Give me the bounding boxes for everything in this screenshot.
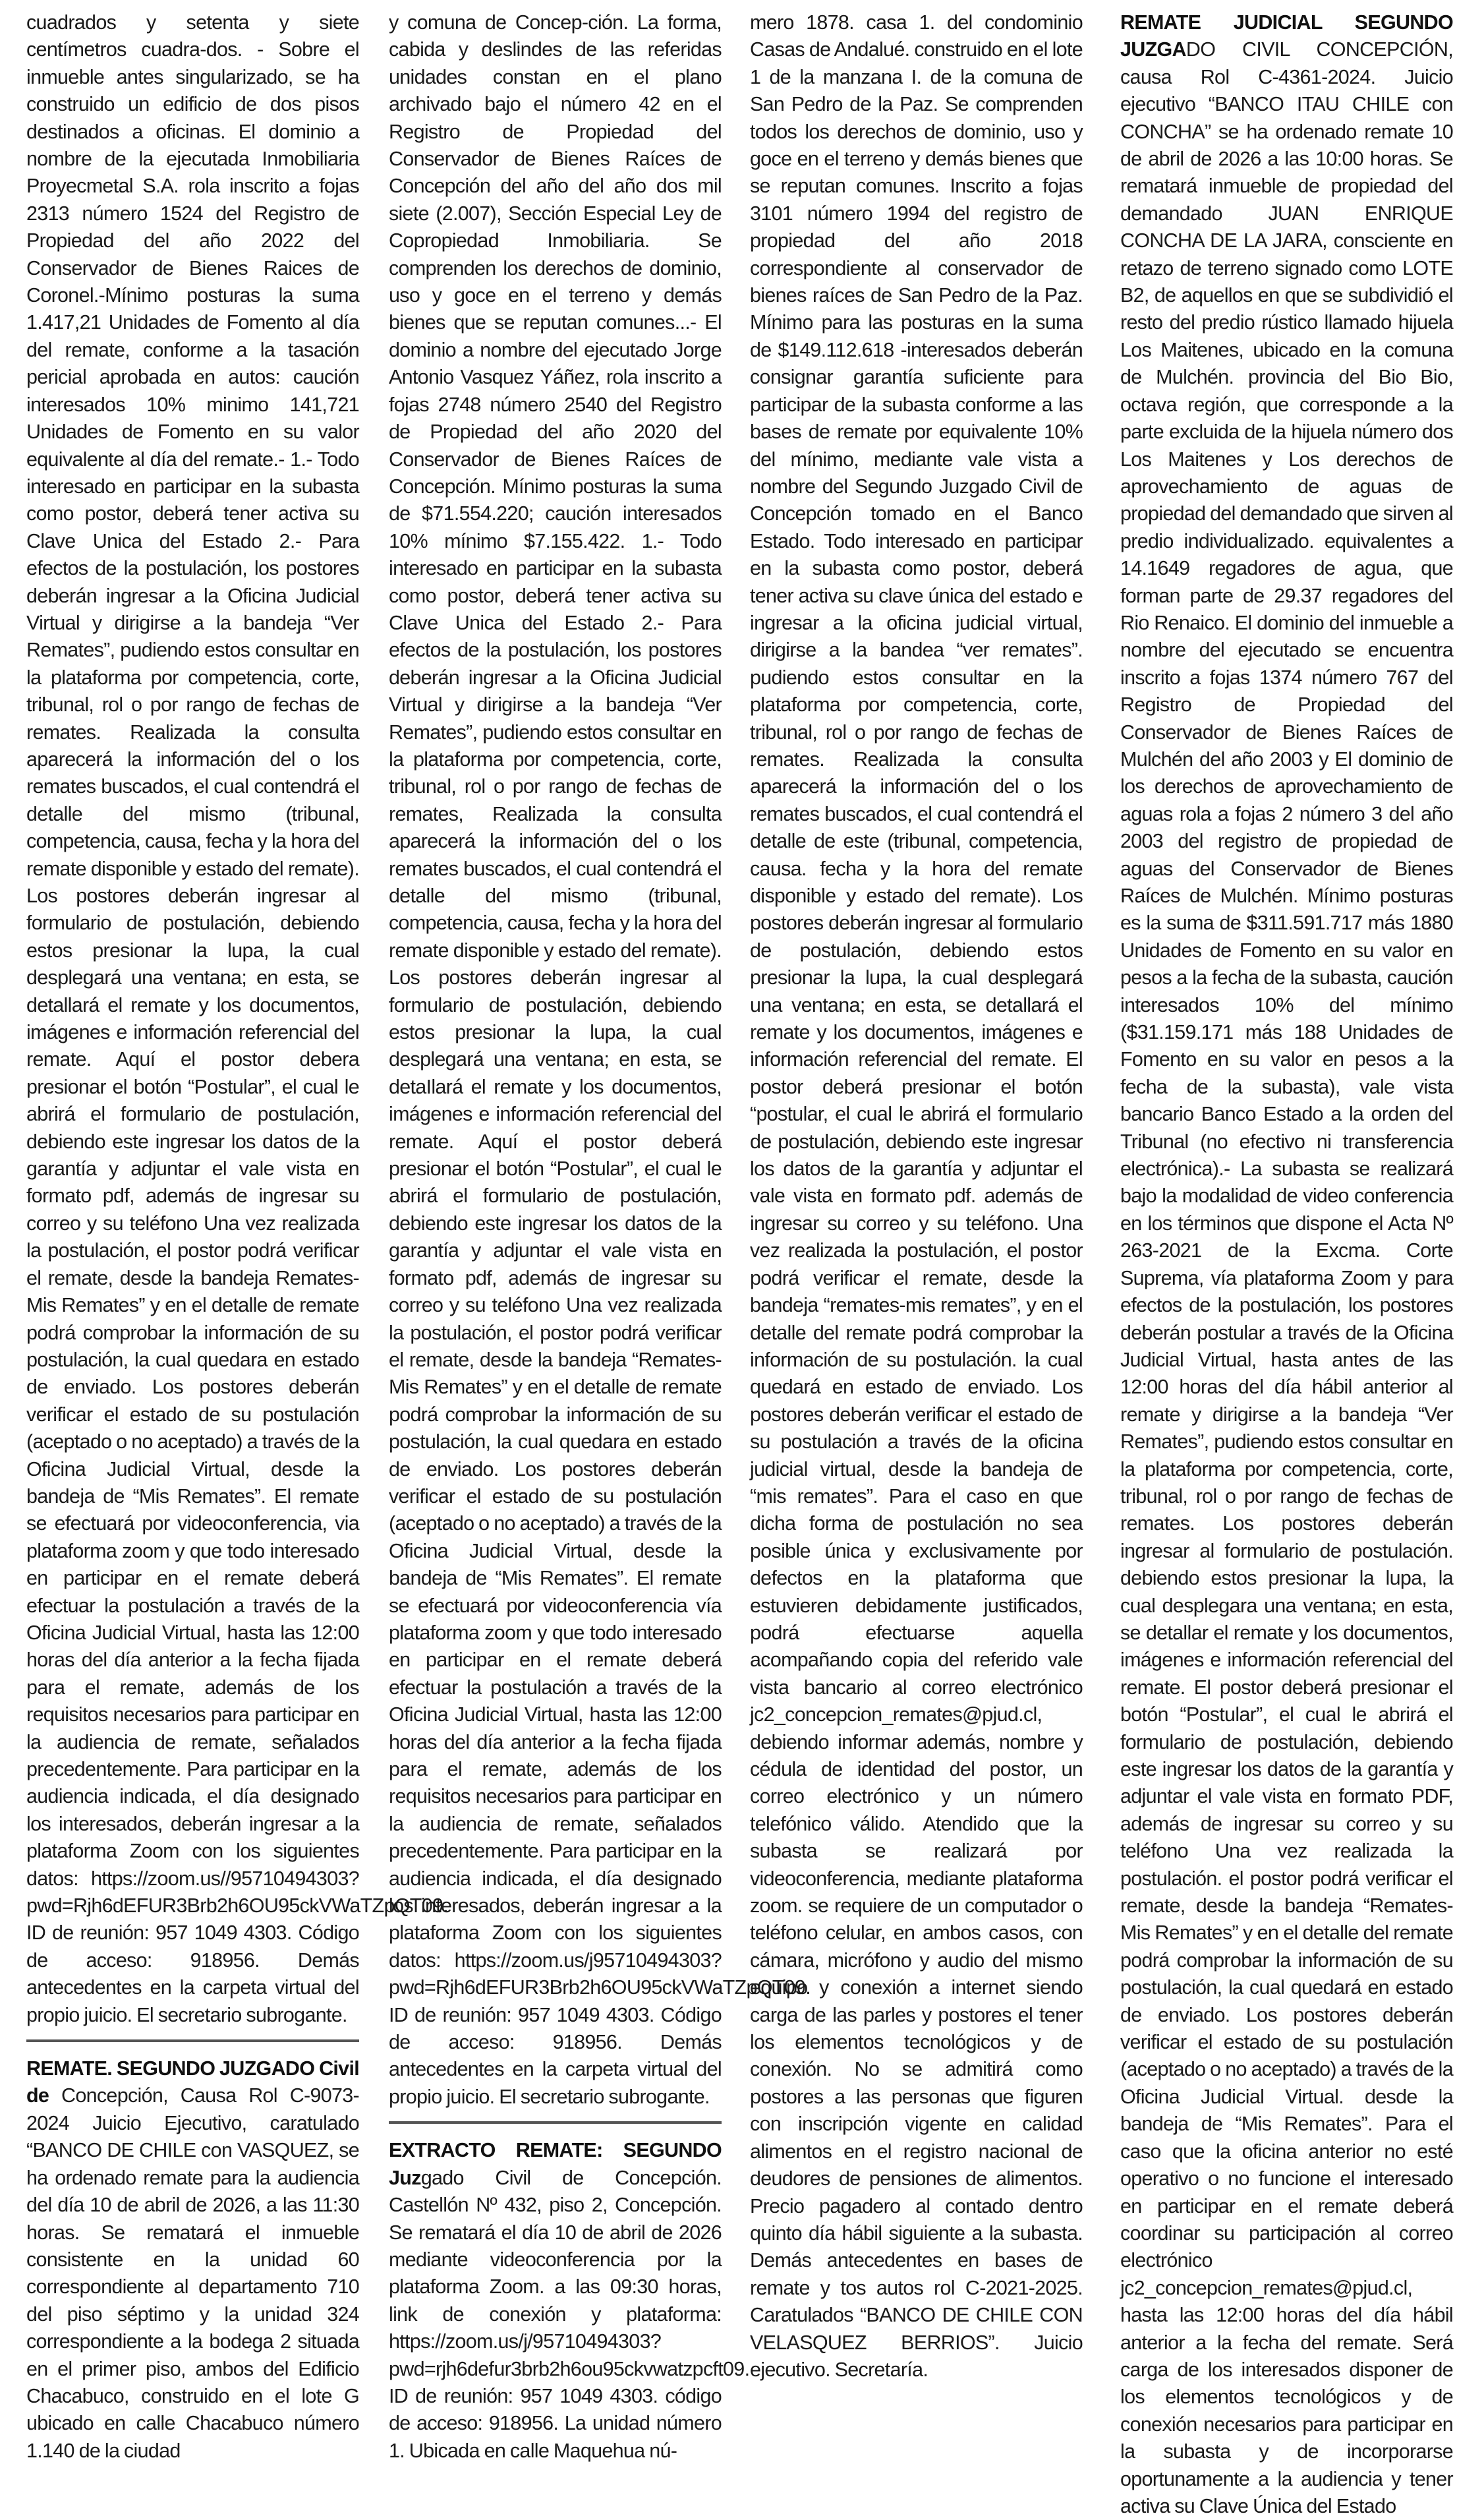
- notice-body: mero 1878. casa 1. del condominio Casas de Andalué. construido en el lote 1 de la manzana I. de la comuna de San Pedro de la Paz. Se comprenden todos los derechos de dominio, uso y goce en el terreno y demás bienes que se reputan comunes. Inscrito a fojas 3101 número 1994 del registro de propiedad del año 2018 correspondiente al conservador de bienes raíces de San Pedro de la Paz. Mínimo para las posturas en la suma de $149.112.618 -interesados deberán consignar garantía suficiente para participar de la subasta conforme a las bases de remate por equivalente 10% del mínimo, mediante vale vista a nombre del Segundo Juzgado Civil de Concepción tomado en el Banco Estado. Todo interesado en participar en la subasta como postor, deberá tener activa su clave única del estado e ingresar a la oficina judicial virtual, dirigirse a la bandea “ver remates”. pudiendo estos consultar en la plataforma por competencia, corte, tribunal, rol o por rango de fechas de remates. Realizada la consulta aparecerá la información del o los remates buscados, el cual contendrá el detalle de este (tribunal, competencia, causa. fecha y la hora del remate disponible y estado del remate). Los postores deberán ingresar al formulario de postulación, debiendo estos presionar la lupa, la cual desplegará una ventana; en esta, se detallará el remate y los documentos, imágenes e información referencial del remate. El postor deberá presionar el botón “postular, el cual le abrirá el formulario de postulación, debiendo este ingresar los datos de la garantía y adjuntar el vale vista en formato pdf. además de ingresar su correo y su teléfono. Una vez realizada la postulación, el postor podrá verificar el remate, desde la bandeja “remates-mis remates”, y en el detalle del remate podrá comprobar la información de su postulación. la cual quedará en estado de enviado. Los postores deberán verificar el estado de su postulación a través de la oficina judicial virtual, desde la bandeja de “mis remates”. Para el caso en que dicha forma de postulación no sea posible única y exclusivamente por defectos en la plataforma que estuvieren debidamente justificados, podrá efectuarse aquella acompañando copia del referido vale vista bancario al correo electrónico jc2_concepcion_remates@pjud.cl, debiendo informar además, nombre y cédula de identidad del postor, un correo electrónico y un número telefónico válido. Atendido que la subasta se realizará por videoconferencia, mediante plataforma zoom. se requiere de un computador o teléfono celular, en ambos casos, con cámara, micrófono y audio del mismo equipo y conexión a internet siendo carga de las parles y postores el tener los elementos tecnológicos y de conexión. No se admitirá como postores a las personas que figuren con inscripción vigente en calidad alimentos en el registro nacional de deudores de pensiones de alimentos. Precio pagadero al contado dentro quinto día hábil siguiente a la subasta. Demás antecedentes en bases de remate y tos autos rol C-2021-2025. Caratulados “BANCO DE CHILE CON VELASQUEZ BERRIOS”. Juicio ejecutivo. Secretaría.: [750, 11, 1083, 2381]
- notice-body: DO CIVIL CONCEPCIÓN, causa Rol C-4361-2024. Juicio ejecutivo “BANCO ITAU CHILE con CONCHA” se ha ordenado remate 10 de abril de 2026 a las 10:00 horas. Se rematará inmueble de propiedad del demandado JUAN ENRIQUE CONCHA DE LA JARA, consciente en retazo de terreno signado como LOTE B2, de aquellos en que se subdividió el resto del predio rústico llamado hijuela Los Maitenes, ubicado en la comuna de Mulchén. provincia del Bio Bio, octava región, que corresponde a la parte excluida de la hijuela número dos Los Maitenes y Los derechos de aprovechamiento de aguas de propiedad del demandado que sirven al predio individualizado. equivalentes a 14.1649 regadores de agua, que forman parte de 29.37 regadores del Rio Renaico. El dominio del inmueble a nombre del ejecutado se encuentra inscrito a fojas 1374 número 767 del Registro de Propiedad del Conservador de Bienes Raíces de Mulchén del año 2003 y El dominio de los derechos de aprovechamiento de aguas rola a fojas 2 número 3 del año 2003 del registro de propiedad de aguas del Conservador de Bienes Raíces de Mulchén. Mínimo posturas es la suma de $311.591.717 más 1880 Unidades de Fomento en su valor en pesos a la fecha de la subasta, caución interesados 10% del mínimo ($31.159.171 más 188 Unidades de Fomento en su valor en pesos a la fecha de la subasta), vale vista bancario Banco Estado a la orden del Tribunal (no efectivo ni transferencia electrónica).- La subasta se realizará bajo la modalidad de video conferencia en los términos que dispone el Acta Nº 263-2021 de la Excma. Corte Suprema, vía plataforma Zoom y para efectos de la postulación, los postores deberán postular a través de la Oficina Judicial Virtual, hasta antes de las 12:00 horas del día hábil anterior al remate y dirigirse a la bandeja “Ver Remates”, pudiendo estos consultar en la plataforma por competencia, corte, tribunal, rol o por rango de fechas de remates. Los postores deberán ingresar al formulario de postulación. debiendo estos presionar la lupa, la cual desplegara una ventana; en esta, se detallar el remate y los documentos, imágenes e información referencial del remate. El postor deberá presionar el botón “Postular”, el cual le abrirá el formulario de postulación, debiendo este ingresar los datos de la garantía y adjuntar el vale vista en formato PDF, además de ingresar su correo y su teléfono Una vez realizada la postulación. el postor podrá verificar el remate, desde la bandeja “Remates-Mis Remates” y en el detalle del remate podrá comprobar la información de su postulación, la cual quedará en estado de enviado. Los postores deberán verificar el estado de su postulación (aceptado o no aceptado) a través de la Oficina Judicial Virtual. desde la bandeja de “Mis Remates”. Para el caso que la oficina anterior no esté operativo o no funcione el interesado en participar en el remate deberá coordinar su participación al correo electrónico jc2_concepcion_remates@pjud.cl, hasta las 12:00 horas del día hábil anterior a la fecha del remate. Será carga de los interesados disponer de los elementos tecnológicos y de conexión necesarios para participar en la subasta y de incorporarse oportunamente a la audiencia y tener activa su Clave Única del Estado: [1120, 38, 1453, 2517]
- notice-body: gado Civil de Concepción. Castellón Nº 432, piso 2, Concepción. Se rematará el día 10 de abril de 2026 mediante videoconferencia por la plataforma Zoom. a las 09:30 horas, link de conexión y plataforma: https://zoom.us/j/95710494303?pwd=rjh6defur3brb2h6ou95ckvwatzpcft09. ID de reunión: 957 1049 4303. código de acceso: 918956. La unidad número 1. Ubicada en calle Maquehua nú-: [389, 2166, 750, 2462]
- notice-heading: REMATE JUDICIAL SEGUNDO JUZGA: [1120, 11, 1453, 61]
- notice-continuation: [26, 9, 449, 2029]
- notice-divider: [26, 2039, 359, 2042]
- notice-continuation: [750, 9, 1083, 2384]
- notice-heading: EXTRACTO REMATE: SEGUNDO Juz: [389, 2139, 722, 2189]
- notice-body: cuadrados y setenta y siete centímetros cuadra-dos. - Sobre el inmueble antes singularizado, se ha construido un edificio de dos pisos destinados a oficinas. El dominio a nombre de la ejecutada Inmobiliaria Proyecmetal S.A. rola inscrito a fojas 2313 número 1524 del Registro de Propiedad del año 2022 del Conservador de Bienes Raices de Coronel.-Mínimo posturas la suma 1.417,21 Unidades de Fomento al día del remate, conforme a la tasación pericial aprobada en autos: caución interesados 10% minimo 141,721 Unidades de Fomento en su valor equivalente al día del remate.- 1.- Todo interesado en participar en la subasta como postor, deberá tener activa su Clave Unica del Estado 2.- Para efectos de la postulación, los postores deberán ingresar a la Oficina Judicial Virtual y dirigirse a la bandeja “Ver Remates”, pudiendo estos consultar en la plataforma por competencia, corte, tribunal, rol o por rango de fechas de remates. Realizada la consulta aparecerá la información del o los remates buscados, el cual contendrá el detalle del mismo (tribunal, competencia, causa, fecha y la hora del remate disponible y estado del remate). Los postores deberán ingresar al formulario de postulación, debiendo estos presionar la lupa, la cual desplegará una ventana; en esta, se detallará el remate y los documentos, imágenes e información referencial del remate. Aquí el postor debera presionar el botón “Postular”, el cual le abrirá el formulario de postulación, debiendo este ingresar los datos de la garantía y adjuntar el vale vista en formato pdf, además de ingresar su correo y su teléfono Una vez realizada la postulación, el postor podrá verificar el remate, desde la bandeja Remates- Mis Remates” y en el detalle de remate podrá comprobar la información de su postulación, la cual quedara en estado de enviado. Los postores deberán verificar el estado de su postulación (aceptado o no aceptado) a través de la Oficina Judicial Virtual, desde la bandeja de “Mis Remates”. El remate se efectuará por videoconferencia, via plataforma zoom y que todo interesado en participar en el remate deberá efectuar la postulación a través de la Oficina Judicial Virtual, hasta las 12:00 horas del día anterior a la fecha fijada para el remate, además de los requisitos necesarios para participar en la audiencia de remate, señalados precedentemente. Para participar en la audiencia indicada, el día designado los interesados, deberán ingresar a la plataforma Zoom con los siguientes datos: https://zoom.us//95710494303?pwd=Rjh6dEFUR3Brb2h6OU95ckVWaTZpQT09. ID de reunión: 957 1049 4303. Código de acceso: 918956. Demás antecedentes en la carpeta virtual del propio juicio. El secretario subrogante.: [26, 11, 449, 2026]
- column-2: [389, 9, 811, 2465]
- notice-divider: [389, 2121, 722, 2124]
- column-1: [26, 9, 449, 2465]
- notice-continuation: [389, 9, 811, 2111]
- notice-remate-judicial: [1120, 9, 1453, 2520]
- notice-heading: REMATE. SEGUNDO JUZGADO Civil de: [26, 2057, 359, 2107]
- column-3: [750, 9, 1083, 2384]
- notice-body: y comuna de Concep-ción. La forma, cabida y deslindes de las referidas unidades constan en el plano archivado bajo el número 42 en el Registro de Propiedad del Conservador de Bienes Raíces de Concepción del año del año dos mil siete (2.007), Sección Especial Ley de Copropiedad Inmobiliaria. Se comprenden los derechos de dominio, uso y goce en el terreno y demás bienes que se reputan comunes...- El dominio a nombre del ejecutado Jorge Antonio Vasquez Yáñez, rola inscrito a fojas 2748 número 2540 del Registro de Propiedad del año 2020 del Conservador de Bienes Raíces de Concepción. Mínimo posturas la suma de $71.554.220; caución interesados 10% mínimo $7.155.422. 1.- Todo interesado en participar en la subasta como postor, deberá tener activa su Clave Unica del Estado 2.- Para efectos de la postulación, los postores deberán ingresar a la Oficina Judicial Virtual y dirigirse a la bandeja “Ver Remates”, pudiendo estos consultar en la plataforma por competencia, corte, tribunal, rol o por rango de fechas de remates, Realizada la consulta aparecerá la información del o los remates buscados, el cual contendrá el detalle del mismo (tribunal, competencia, causa, fecha y la hora del remate disponible y estado del remate). Los postores deberán ingresar al formulario de postulación, debiendo estos presionar la lupa, la cual desplegará una ventana; en esta, se detaIlará el remate y los documentos, imágenes e información referencial del remate. Aquí el postor deberá presionar el botón “Postular”, el cual le abrirá el formulario de postulación, debiendo este ingresar los datos de la garantía y adjuntar el vale vista en formato pdf, además de ingresar su correo y su teléfono Una vez realizada la postulación, el postor podrá verificar el remate, desde la bandeja “Remates- Mis Remates” y en el detalle de remate podrá comprobar la información de su postulación, la cual quedara en estado de enviado. Los postores deberán verificar el estado de su postulación (aceptado o no aceptado) a través de la Oficina Judicial Virtual, desde la bandeja de “Mis Remates”. El remate se efectuará por videoconferencia vía plataforma zoom y que todo interesado en participar en el remate deberá efectuar la postulación a través de la Oficina Judicial Virtual, hasta las 12:00 horas del día anterior a la fecha fijada para el remate, además de los requisitos necesarios para participar en la audiencia de remate, señalados precedentemente. Para participar en la audiencia indicada, el día designado los interesados, deberán ingresar a la plataforma Zoom con los siguientes datos: https://zoom.us/j95710494303?pwd=Rjh6dEFUR3Brb2h6OU95ckVWaTZpQT09. ID de reunión: 957 1049 4303. Código de acceso: 918956. Demás antecedentes en la carpeta virtual del propio juicio. El secretario subrogante.: [389, 11, 811, 2108]
- notice-extracto-remate: [389, 2137, 750, 2465]
- column-4: [1120, 9, 1453, 2520]
- notice-remate-segundo-juzgado: [26, 2055, 359, 2465]
- notice-body: Concepción, Causa Rol C-9073-2024 Juicio Ejecutivo, caratulado “BANCO DE CHILE con VASQUEZ, se ha ordenado remate para la audiencia del día 10 de abril de 2026, a las 11:30 horas. Se rematará el inmueble consistente en la unidad 60 correspondiente al departamento 710 del piso séptimo y la unidad 324 correspondiente a la bodega 2 situada en el primer piso, ambos del Edificio Chacabuco, construido en el lote G ubicado en calle Chacabuco número 1.140 de la ciudad: [26, 2084, 359, 2462]
